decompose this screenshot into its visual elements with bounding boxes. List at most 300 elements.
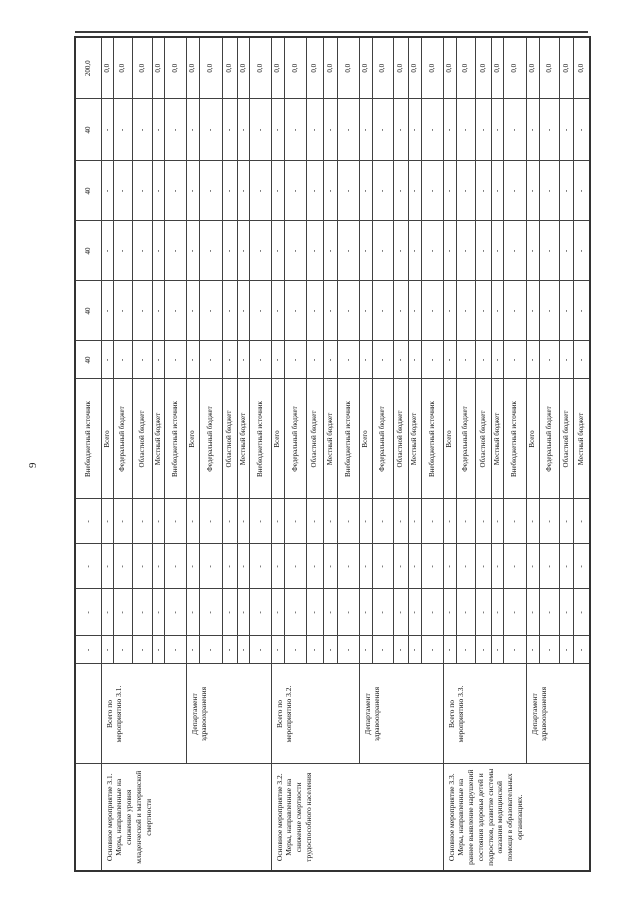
year-amount-cell: [237, 281, 249, 341]
kbk-code-cell: [222, 589, 237, 636]
year-amount-cell: [393, 281, 408, 341]
year-amount-cell-label: -: [170, 128, 179, 132]
kbk-code-cell: [284, 499, 306, 544]
year-amount-cell-label: -: [137, 128, 146, 132]
table-row: [186, 37, 199, 871]
year-amount-cell: [306, 341, 323, 379]
kbk-code-cell-label: -: [361, 611, 370, 614]
year-amount-cell: [113, 99, 132, 161]
year-amount-cell: [573, 341, 590, 379]
year-amount-cell: [408, 161, 421, 221]
year-amount-cell: [152, 281, 164, 341]
year-amount-cell-label: -: [255, 128, 264, 132]
total-amount-cell: [491, 37, 503, 99]
table-row: [101, 37, 113, 871]
total-amount-cell-label: 0,0: [361, 63, 370, 73]
year-amount-cell-label: -: [310, 249, 319, 253]
year-amount-cell-label: -: [153, 128, 162, 132]
year-amount-cell-label: -: [410, 249, 419, 253]
year-amount-cell: [222, 281, 237, 341]
year-amount-cell-label: -: [361, 309, 370, 313]
funding-source-cell-label: Внебюджетный источник: [255, 401, 264, 477]
kbk-code-cell-label: -: [170, 565, 179, 568]
year-amount-cell-label: -: [325, 189, 334, 193]
year-amount-cell: [271, 221, 284, 281]
funding-source-cell-label: Федеральный бюджет: [461, 406, 470, 472]
executor-cell-label: Всего по мероприятию 3.1.: [104, 685, 124, 743]
year-amount-cell-label: -: [225, 358, 234, 362]
total-amount-cell: [249, 37, 271, 99]
year-amount-cell-label: -: [492, 249, 501, 253]
year-amount-cell: [573, 161, 590, 221]
total-amount-cell: [539, 37, 559, 99]
kbk-code-cell-label: -: [238, 520, 247, 523]
year-amount-cell: [323, 99, 337, 161]
year-amount-cell: [306, 281, 323, 341]
year-amount-cell-label: -: [528, 309, 537, 313]
kbk-code-cell: [337, 544, 359, 589]
kbk-code-cell-label: -: [225, 648, 234, 652]
funding-source-cell-label: Областной бюджет: [137, 410, 146, 468]
year-amount-cell-label: -: [528, 358, 537, 362]
year-amount-cell-label: -: [396, 309, 405, 313]
kbk-code-cell-label: -: [461, 565, 470, 568]
year-amount-cell-label: -: [188, 249, 197, 253]
funding-source-cell: [491, 379, 503, 499]
kbk-code-cell: [113, 544, 132, 589]
kbk-code-cell: [152, 499, 164, 544]
funding-source-cell: [393, 379, 408, 499]
funding-source-cell: [101, 379, 113, 499]
kbk-code-cell-label: -: [492, 565, 501, 568]
kbk-code-cell: [503, 589, 526, 636]
total-amount-cell-label: 0,0: [510, 63, 519, 73]
kbk-code-cell-label: -: [492, 611, 501, 614]
year-amount-cell-label: -: [118, 249, 127, 253]
executor-cell-label: Всего по мероприятию 3.2.: [274, 685, 294, 743]
kbk-code-cell-label: -: [102, 520, 111, 523]
year-amount-cell-label: -: [118, 128, 127, 132]
kbk-code-cell-label: -: [396, 565, 405, 568]
total-amount-cell: [393, 37, 408, 99]
year-amount-cell-label: -: [206, 309, 215, 313]
year-amount-cell: [526, 99, 539, 161]
kbk-code-cell-label: -: [118, 565, 127, 568]
kbk-code-cell: [573, 499, 590, 544]
kbk-code-cell-label: -: [461, 611, 470, 614]
year-amount-cell: [132, 99, 152, 161]
year-amount-cell-label: -: [325, 128, 334, 132]
year-amount-cell-label: -: [290, 249, 299, 253]
funding-source-cell-label: Внебюджетный источник: [84, 401, 93, 477]
year-amount-cell-label: -: [170, 358, 179, 362]
total-amount-cell-label: 0,0: [118, 63, 127, 73]
kbk-code-cell-label: -: [255, 520, 264, 523]
year-amount-cell: [75, 161, 101, 221]
year-amount-cell: [237, 221, 249, 281]
year-amount-cell-label: 40: [84, 307, 93, 315]
kbk-code-cell: [526, 544, 539, 589]
kbk-code-cell-label: -: [170, 648, 179, 652]
kbk-code-cell: [199, 636, 222, 664]
kbk-code-cell-label: -: [510, 565, 519, 568]
kbk-code-cell: [75, 544, 101, 589]
year-amount-cell: [503, 161, 526, 221]
year-amount-cell-label: -: [137, 358, 146, 362]
year-amount-cell-label: 40: [84, 356, 93, 364]
year-amount-cell: [101, 99, 113, 161]
year-amount-cell-label: -: [188, 309, 197, 313]
kbk-code-cell-label: -: [427, 611, 436, 614]
year-amount-cell-label: -: [273, 189, 282, 193]
kbk-code-cell-label: -: [84, 565, 93, 568]
kbk-code-cell-label: -: [290, 520, 299, 523]
funding-source-cell-label: Всего: [528, 430, 537, 448]
year-amount-cell-label: -: [170, 309, 179, 313]
year-amount-cell-label: -: [153, 358, 162, 362]
year-amount-cell-label: -: [273, 309, 282, 313]
executor-cell-label: Департамент здравоохранения: [189, 686, 209, 742]
year-amount-cell: [408, 221, 421, 281]
kbk-code-cell: [132, 589, 152, 636]
year-amount-cell: [539, 99, 559, 161]
funding-source-cell-label: Федеральный бюджет: [378, 406, 387, 472]
kbk-code-cell-label: -: [273, 648, 282, 652]
total-amount-cell: [306, 37, 323, 99]
measure-cell-label: Основное мероприятие 3.2. Меры, направленные на снижение смертности трудоспособного населения: [274, 772, 313, 862]
kbk-code-cell-label: -: [445, 648, 454, 652]
year-amount-cell: [113, 221, 132, 281]
measure-cell: [271, 764, 443, 871]
total-amount-cell: [186, 37, 199, 99]
kbk-code-cell-label: -: [137, 565, 146, 568]
funding-source-cell-label: Федеральный бюджет: [118, 406, 127, 472]
year-amount-cell-label: -: [577, 128, 586, 132]
kbk-code-cell-label: -: [170, 611, 179, 614]
year-amount-cell-label: -: [445, 189, 454, 193]
year-amount-cell: [164, 281, 186, 341]
kbk-code-cell-label: -: [188, 565, 197, 568]
kbk-code-cell-label: -: [478, 520, 487, 523]
total-amount-cell: [284, 37, 306, 99]
kbk-code-cell: [526, 499, 539, 544]
kbk-code-cell: [421, 636, 443, 664]
kbk-code-cell: [393, 544, 408, 589]
kbk-code-cell: [323, 499, 337, 544]
year-amount-cell-label: -: [206, 128, 215, 132]
kbk-code-cell: [199, 544, 222, 589]
kbk-code-cell-label: -: [310, 520, 319, 523]
kbk-code-cell-label: -: [118, 520, 127, 523]
kbk-code-cell: [456, 544, 475, 589]
year-amount-cell: [113, 161, 132, 221]
kbk-code-cell-label: -: [561, 648, 570, 652]
year-amount-cell: [393, 221, 408, 281]
kbk-code-cell: [164, 499, 186, 544]
kbk-code-cell-label: -: [273, 565, 282, 568]
year-amount-cell-label: -: [273, 128, 282, 132]
year-amount-cell-label: -: [577, 309, 586, 313]
kbk-code-cell-label: -: [445, 611, 454, 614]
executor-cell-label: Департамент здравоохранения: [362, 686, 382, 742]
year-amount-cell: [323, 161, 337, 221]
kbk-code-cell: [491, 636, 503, 664]
kbk-code-cell: [237, 499, 249, 544]
total-amount-cell: [443, 37, 456, 99]
year-amount-cell: [475, 341, 491, 379]
year-amount-cell: [323, 281, 337, 341]
kbk-code-cell: [573, 589, 590, 636]
funding-source-cell-label: Внебюджетный источник: [427, 401, 436, 477]
page-number: 9: [27, 462, 39, 468]
year-amount-cell-label: -: [378, 128, 387, 132]
year-amount-cell: [164, 161, 186, 221]
kbk-code-cell: [359, 636, 372, 664]
funding-source-cell: [372, 379, 393, 499]
year-amount-cell: [491, 99, 503, 161]
kbk-code-cell-label: -: [577, 565, 586, 568]
table-row: [271, 37, 284, 871]
year-amount-cell: [164, 341, 186, 379]
year-amount-cell-label: -: [492, 128, 501, 132]
year-amount-cell: [306, 161, 323, 221]
funding-source-cell-label: Местный бюджет: [577, 412, 586, 466]
kbk-code-cell-label: -: [528, 565, 537, 568]
funding-source-cell-label: Федеральный бюджет: [544, 406, 553, 472]
kbk-code-cell: [559, 499, 573, 544]
year-amount-cell: [284, 341, 306, 379]
measure-cell: [443, 764, 590, 871]
year-amount-cell: [199, 281, 222, 341]
kbk-code-cell-label: -: [188, 648, 197, 652]
year-amount-cell-label: -: [137, 249, 146, 253]
kbk-code-cell-label: -: [170, 520, 179, 523]
funding-source-cell-label: Местный бюджет: [492, 412, 501, 466]
kbk-code-cell-label: -: [410, 648, 419, 652]
year-amount-cell-label: -: [427, 249, 436, 253]
year-amount-cell-label: -: [310, 189, 319, 193]
kbk-code-cell: [456, 499, 475, 544]
year-amount-cell: [475, 221, 491, 281]
year-amount-cell-label: -: [461, 309, 470, 313]
kbk-code-cell: [101, 636, 113, 664]
kbk-code-cell-label: -: [238, 565, 247, 568]
total-amount-cell-label: 0,0: [225, 63, 234, 73]
funding-source-cell: [271, 379, 284, 499]
year-amount-cell-label: -: [492, 358, 501, 362]
year-amount-cell-label: -: [528, 128, 537, 132]
kbk-code-cell: [113, 589, 132, 636]
year-amount-cell-label: -: [544, 189, 553, 193]
year-amount-cell: [75, 99, 101, 161]
kbk-code-cell-label: -: [188, 611, 197, 614]
total-amount-cell: [222, 37, 237, 99]
year-amount-cell: [559, 161, 573, 221]
year-amount-cell-label: -: [102, 358, 111, 362]
year-amount-cell-label: -: [544, 249, 553, 253]
kbk-code-cell: [443, 499, 456, 544]
total-amount-cell-label: 0,0: [445, 63, 454, 73]
kbk-code-cell: [186, 499, 199, 544]
program-financing-table: [74, 36, 591, 872]
year-amount-cell: [199, 221, 222, 281]
year-amount-cell-label: -: [478, 309, 487, 313]
total-amount-cell: [323, 37, 337, 99]
total-amount-cell-label: 0,0: [137, 63, 146, 73]
kbk-code-cell-label: -: [478, 648, 487, 652]
total-amount-cell-label: 0,0: [561, 63, 570, 73]
year-amount-cell-label: -: [225, 309, 234, 313]
measure-cell: [75, 764, 101, 871]
measure-cell: [101, 764, 271, 871]
kbk-code-cell: [249, 499, 271, 544]
funding-source-cell-label: Областной бюджет: [310, 410, 319, 468]
funding-source-cell: [443, 379, 456, 499]
kbk-code-cell: [284, 544, 306, 589]
year-amount-cell: [132, 221, 152, 281]
year-amount-cell-label: -: [396, 189, 405, 193]
kbk-code-cell-label: -: [153, 520, 162, 523]
kbk-code-cell: [186, 636, 199, 664]
kbk-code-cell: [306, 589, 323, 636]
total-amount-cell-label: 0,0: [492, 63, 501, 73]
year-amount-cell: [306, 99, 323, 161]
year-amount-cell: [539, 281, 559, 341]
year-amount-cell-label: -: [325, 309, 334, 313]
kbk-code-cell: [75, 499, 101, 544]
year-amount-cell-label: -: [255, 249, 264, 253]
total-amount-cell: [237, 37, 249, 99]
total-amount-cell-label: 0,0: [343, 63, 352, 73]
table-row: [526, 37, 539, 871]
kbk-code-cell: [475, 636, 491, 664]
executor-cell: [443, 664, 526, 764]
kbk-code-cell: [237, 589, 249, 636]
kbk-code-cell: [526, 636, 539, 664]
year-amount-cell-label: -: [102, 309, 111, 313]
rotated-table-area: [74, 30, 589, 872]
year-amount-cell-label: -: [361, 128, 370, 132]
total-amount-cell: [503, 37, 526, 99]
year-amount-cell-label: -: [410, 358, 419, 362]
kbk-code-cell: [421, 499, 443, 544]
total-amount-cell-label: 0,0: [396, 63, 405, 73]
kbk-code-cell: [337, 636, 359, 664]
kbk-code-cell: [101, 589, 113, 636]
funding-source-cell: [186, 379, 199, 499]
year-amount-cell: [186, 281, 199, 341]
kbk-code-cell-label: -: [290, 611, 299, 614]
executor-cell-label: Департамент здравоохранения: [529, 686, 549, 742]
year-amount-cell-label: -: [206, 249, 215, 253]
year-amount-cell: [271, 341, 284, 379]
kbk-code-cell-label: -: [544, 520, 553, 523]
year-amount-cell: [526, 161, 539, 221]
kbk-code-cell-label: -: [325, 648, 334, 652]
year-amount-cell-label: -: [153, 249, 162, 253]
kbk-code-cell-label: -: [206, 648, 215, 652]
kbk-code-cell-label: -: [137, 611, 146, 614]
kbk-code-cell: [306, 636, 323, 664]
year-amount-cell: [503, 99, 526, 161]
executor-cell: [101, 664, 186, 764]
kbk-code-cell: [573, 636, 590, 664]
year-amount-cell-label: -: [343, 249, 352, 253]
year-amount-cell: [421, 281, 443, 341]
executor-cell: [271, 664, 359, 764]
year-amount-cell-label: -: [510, 128, 519, 132]
year-amount-cell-label: -: [410, 128, 419, 132]
year-amount-cell-label: -: [153, 309, 162, 313]
year-amount-cell-label: -: [206, 189, 215, 193]
executor-cell-label: Всего по мероприятию 3.3.: [446, 685, 466, 743]
total-amount-cell-label: 0,0: [544, 63, 553, 73]
kbk-code-cell-label: -: [361, 648, 370, 652]
kbk-code-cell-label: -: [410, 520, 419, 523]
year-amount-cell-label: -: [273, 358, 282, 362]
year-amount-cell: [393, 99, 408, 161]
kbk-code-cell-label: -: [325, 565, 334, 568]
kbk-code-cell: [271, 544, 284, 589]
year-amount-cell-label: -: [255, 358, 264, 362]
total-amount-cell: [559, 37, 573, 99]
kbk-code-cell-label: -: [238, 611, 247, 614]
total-amount-cell-label: 0,0: [427, 63, 436, 73]
kbk-code-cell: [539, 544, 559, 589]
kbk-code-cell: [372, 636, 393, 664]
total-amount-cell-label: 0,0: [528, 63, 537, 73]
year-amount-cell: [249, 341, 271, 379]
funding-source-cell: [237, 379, 249, 499]
year-amount-cell-label: -: [170, 249, 179, 253]
year-amount-cell: [152, 221, 164, 281]
kbk-code-cell-label: -: [206, 565, 215, 568]
funding-source-cell-label: Всего: [445, 430, 454, 448]
year-amount-cell: [237, 161, 249, 221]
kbk-code-cell-label: -: [137, 648, 146, 652]
kbk-code-cell: [222, 636, 237, 664]
year-amount-cell-label: -: [561, 189, 570, 193]
year-amount-cell: [408, 341, 421, 379]
year-amount-cell: [271, 281, 284, 341]
year-amount-cell: [249, 99, 271, 161]
kbk-code-cell: [132, 544, 152, 589]
kbk-code-cell: [132, 636, 152, 664]
year-amount-cell-label: -: [544, 128, 553, 132]
year-amount-cell-label: -: [478, 249, 487, 253]
funding-source-cell-label: Федеральный бюджет: [206, 406, 215, 472]
year-amount-cell: [132, 161, 152, 221]
kbk-code-cell-label: -: [528, 611, 537, 614]
kbk-code-cell-label: -: [137, 520, 146, 523]
kbk-code-cell: [271, 636, 284, 664]
year-amount-cell: [75, 341, 101, 379]
year-amount-cell: [408, 281, 421, 341]
year-amount-cell-label: -: [427, 309, 436, 313]
year-amount-cell: [456, 99, 475, 161]
kbk-code-cell-label: -: [153, 611, 162, 614]
funding-source-cell-label: Всего: [188, 430, 197, 448]
kbk-code-cell-label: -: [343, 520, 352, 523]
kbk-code-cell: [475, 589, 491, 636]
year-amount-cell-label: -: [378, 249, 387, 253]
year-amount-cell: [152, 99, 164, 161]
kbk-code-cell: [475, 499, 491, 544]
kbk-code-cell: [421, 589, 443, 636]
funding-source-cell: [573, 379, 590, 499]
year-amount-cell: [526, 341, 539, 379]
kbk-code-cell: [443, 544, 456, 589]
